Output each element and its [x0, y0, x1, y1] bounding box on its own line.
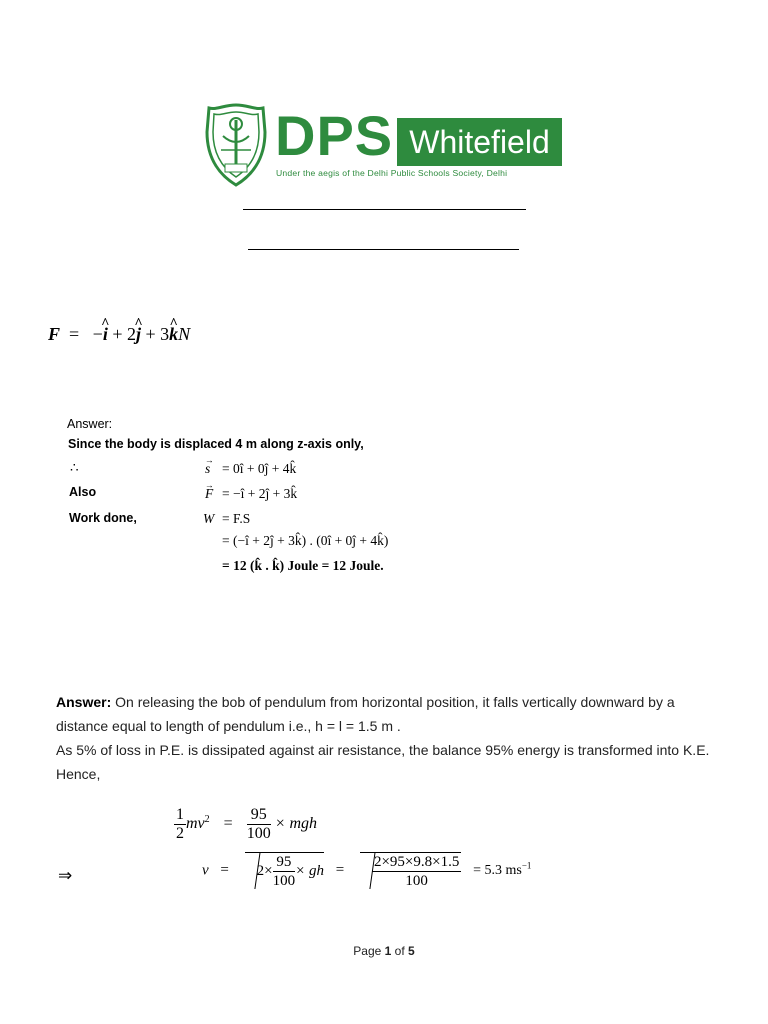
velocity-symbol: v [202, 862, 209, 879]
page-total: 5 [408, 944, 415, 958]
work-step-2: = 12 (k̂ . k̂) Joule = 12 Joule. [222, 558, 384, 573]
unit-vector-j: j ^ [136, 324, 141, 345]
sqrt1-numerator: 95 [273, 853, 296, 872]
logo-tagline: Under the aegis of the Delhi Public Schools Society, Delhi [276, 168, 508, 178]
sqrt1-suffix: × gh [295, 862, 324, 879]
sqrt2-denominator: 100 [405, 873, 428, 889]
eq1-lhs-sup: 2 [204, 813, 210, 825]
force-symbol: F [48, 324, 61, 344]
logo-dps-text: DPS [275, 104, 394, 167]
answer2-line2: distance equal to length of pendulum i.e., h = l = 1.5 m . [56, 718, 401, 734]
page-number [0, 944, 768, 958]
kinetic-energy-equation [174, 806, 317, 843]
therefore-symbol: ∴ [70, 460, 79, 475]
eq2-equals-2: = [335, 862, 345, 879]
force-term-2: + 2 [107, 324, 136, 344]
sqrt1-denominator: 100 [272, 873, 296, 889]
eq1-frac-numerator: 95 [247, 806, 271, 825]
sqrt1-prefix: 2× [256, 862, 273, 879]
eq1-lhs: mv [186, 815, 205, 833]
answer1-label: Answer: [67, 417, 113, 431]
implies-arrow: ⇒ [58, 866, 73, 885]
sqrt-expression-2 [360, 852, 461, 890]
force-equation [48, 324, 190, 345]
eq2-equals: = [220, 862, 229, 879]
blank-line-2 [248, 249, 519, 250]
sqrt-expression-1 [245, 852, 324, 890]
answer2-paragraph-line1 [56, 693, 675, 711]
unit-vector-k: k ^ [169, 324, 178, 345]
eq1-equals: = [223, 815, 233, 833]
force-term-minus: − [92, 324, 103, 344]
force-vector-value: = −î + 2ĵ + 3k̂ [222, 486, 298, 501]
blank-line-1 [243, 209, 526, 210]
velocity-result: = 5.3 ms [473, 863, 522, 879]
sqrt2-numerator: 2×95×9.8×1.5 [373, 854, 460, 870]
eq1-frac-denominator: 100 [246, 825, 271, 842]
answer2-line4: Hence, [56, 766, 101, 782]
school-crest-icon [203, 102, 269, 188]
half-denominator: 2 [176, 825, 184, 842]
page-prefix: Page [353, 944, 385, 958]
force-vector-symbol: F → [205, 486, 213, 502]
velocity-equation [202, 852, 531, 890]
work-expression: = F.S [222, 511, 251, 526]
equals-sign: = [69, 324, 80, 344]
logo-whitefield-text: Whitefield [397, 118, 562, 166]
work-symbol: W [203, 511, 215, 526]
displacement-value: = 0î + 0ĵ + 4k̂ [222, 461, 297, 476]
answer2-line1-text: On releasing the bob of pendulum from horizontal position, it falls vertically downward by a [111, 694, 675, 710]
velocity-result-sup: −1 [521, 860, 532, 871]
work-done-label: Work done, [69, 511, 137, 525]
page-mid: of [391, 944, 409, 958]
eq1-rhs: × mgh [274, 815, 318, 833]
also-label: Also [69, 485, 97, 499]
work-step-1: = (−î + 2ĵ + 3k̂) . (0î + 0ĵ + 4k̂) [222, 533, 389, 548]
force-unit: N [178, 324, 191, 344]
answer1-line1: Since the body is displaced 4 m along z-axis only, [68, 437, 364, 451]
force-term-3: + 3 [141, 324, 170, 344]
unit-vector-i: i ^ [103, 324, 108, 345]
page-current: 1 [384, 944, 392, 958]
answer2-line3: As 5% of loss in P.E. is dissipated against air resistance, the balance 95% energy is transformed into K.E. [56, 742, 710, 758]
answer2-label: Answer: [56, 694, 112, 710]
displacement-vector-symbol: s → [205, 461, 210, 477]
half-numerator: 1 [176, 806, 184, 823]
